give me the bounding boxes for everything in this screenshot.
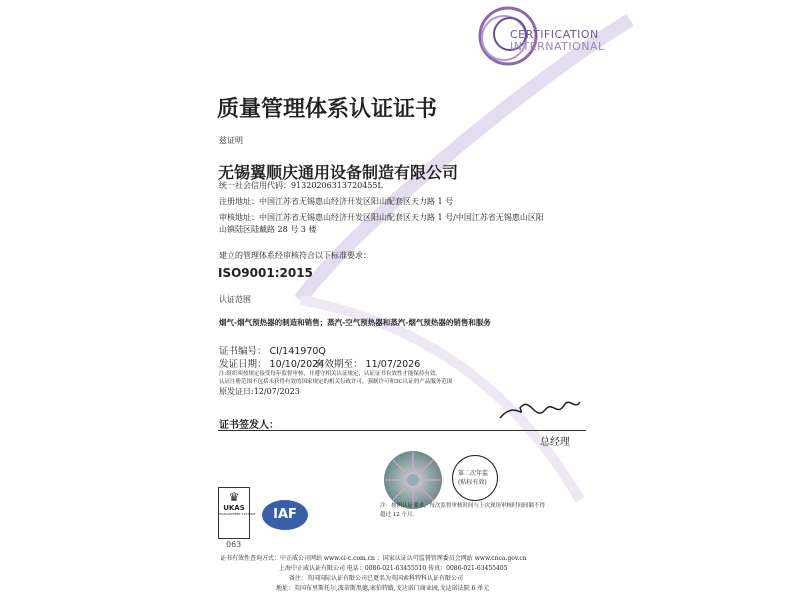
stamp-line2: (贴标有效) xyxy=(458,479,487,486)
standard-intro: 建立的管理体系经审核符合以下标准要求： xyxy=(219,251,371,260)
original-issue-date: 原发证日:12/07/2023 xyxy=(219,387,300,396)
ukas-name: UKAS xyxy=(223,504,245,512)
crown-icon: ♛ xyxy=(228,490,240,504)
footer-line3: 备注：英国国际认证有限公司已更名为英国索科特科认证有限公司 xyxy=(289,575,464,582)
footer-line4: 地址：英国布里斯托尔,波蒂斯黑德,塞伯特路,戈达诺门商业园,戈达诺法院 6 单元 xyxy=(276,585,490,592)
signer-label: 证书签发人： xyxy=(219,420,279,431)
signature-line xyxy=(218,430,586,431)
hereby-text: 兹证明 xyxy=(219,136,243,145)
ukas-sub: MANAGEMENT SYSTEMS xyxy=(219,512,256,516)
certificate-title: 质量管理体系认证证书 xyxy=(217,96,438,122)
audit-note-line2: 超过 12 个月。 xyxy=(380,512,418,518)
company-name: 无锡翼顺庆通用设备制造有限公司 xyxy=(218,163,459,182)
certificate-number: 证书编号： CI/141970Q xyxy=(219,346,326,357)
registered-address: 注册地址：中国江苏省无锡惠山经济开发区阳山配套区天力路 1 号 xyxy=(219,197,454,206)
logo-line1: CERTIFICATION xyxy=(510,28,599,41)
stamp-line1: 第二次年监 xyxy=(458,470,489,477)
issue-date: 发证日期： 10/10/2024 xyxy=(219,359,325,370)
credit-code: 统一社会信用代码：91320206313720455L xyxy=(219,181,383,190)
note-line2: 认证注册范围不包括未获得有效的国家规定的相关行政许可、强制许可和3C认证的产品服务范围 xyxy=(219,379,453,385)
audit-address-line1: 审核地址：中国江苏省无锡惠山经济开发区阳山配套区天力路 1 号/中国江苏省无锡惠山区阳 xyxy=(219,213,544,222)
signer-title: 总经理 xyxy=(540,437,570,448)
audit-note-line1: 注：按照认证要求，每次监督审核时间与上次现场审核时间间隔不得 xyxy=(380,503,546,509)
logo-line2: INTERNATIONAL xyxy=(510,40,605,53)
standard: ISO9001:2015 xyxy=(218,266,313,280)
signature xyxy=(495,390,585,430)
ukas-logo xyxy=(218,487,256,539)
iaf-logo: IAF xyxy=(262,500,308,530)
note-line1: 注:组织须按规定接受每年监督审核，并遵守相关认证规定，认证证书有效性才能保持有效。 xyxy=(219,371,441,377)
scope-label: 认证范围 xyxy=(219,295,251,304)
scope-text: 烟气-烟气预热器的制造和销售；蒸汽-空气预热器和蒸汽-烟气预热器的销售和服务 xyxy=(219,318,491,327)
ukas-number: 063 xyxy=(226,540,242,549)
footer-line1: 证书有效性查询方式：中正威公司网站 www.ci-c.com.cn ；国家认证认可监督管理委员会网站 www.cnca.gov.cn xyxy=(220,555,527,562)
footer-line2: 上海中正威认证有限公司 电话：0086-021-63455510 传真：0086-021-63455405 xyxy=(279,565,508,572)
valid-until: 有效期至： 11/07/2026 xyxy=(315,359,421,370)
audit-address-line2: 山镇陆区陆戴路 28 号 3 楼 xyxy=(219,225,317,234)
